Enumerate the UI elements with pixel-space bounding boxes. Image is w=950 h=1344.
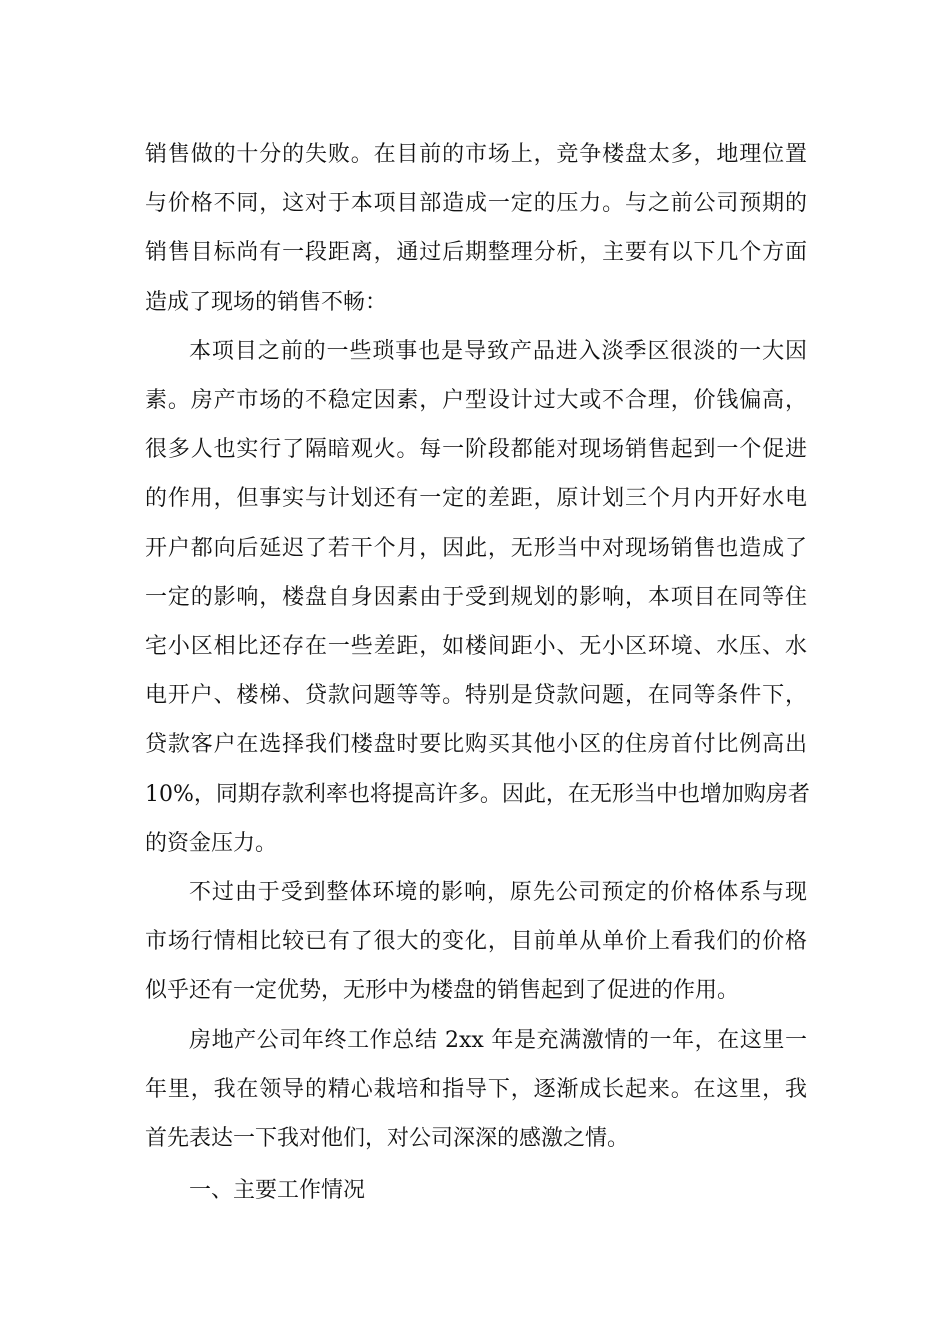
paragraph-line: 似乎还有一定优势，无形中为楼盘的销售起到了促进的作用。: [145, 978, 740, 1004]
paragraph-line: 的作用，但事实与计划还有一定的差距，原计划三个月内开好水电: [145, 486, 807, 512]
paragraph-line: 市场行情相比较已有了很大的变化，目前单从单价上看我们的价格: [145, 929, 807, 955]
paragraph-line: 开户都向后延迟了若干个月，因此，无形当中对现场销售也造成了: [145, 535, 807, 561]
paragraph-line: 年里，我在领导的精心栽培和指导下，逐渐成长起来。在这里，我: [145, 1076, 807, 1102]
paragraph-line: 销售目标尚有一段距离，通过后期整理分析，主要有以下几个方面: [145, 240, 807, 266]
paragraph-line: 贷款客户在选择我们楼盘时要比购买其他小区的住房首付比例高出: [145, 732, 807, 758]
paragraph-1: [145, 130, 807, 327]
paragraph-line: 首先表达一下我对他们，对公司深深的感激之情。: [145, 1126, 630, 1152]
paragraph-line: 10%，同期存款利率也将提高许多。因此，在无形当中也增加购房者: [145, 781, 810, 807]
document-body: [145, 130, 810, 1215]
paragraph-line: 的资金压力。: [145, 830, 278, 856]
paragraph-2: [145, 327, 810, 868]
paragraph-3: [145, 868, 807, 1016]
paragraph-line: 很多人也实行了隔暗观火。每一阶段都能对现场销售起到一个促进: [145, 437, 807, 463]
paragraph-line: 房地产公司年终工作总结 2xx 年是充满激情的一年，在这里一: [189, 1027, 807, 1053]
paragraph-line: 造成了现场的销售不畅：: [145, 289, 388, 315]
paragraph-line: 本项目之前的一些琐事也是导致产品进入淡季区很淡的一大因: [189, 338, 807, 364]
paragraph-line: 销售做的十分的失败。在目前的市场上，竞争楼盘太多，地理位置: [145, 142, 807, 167]
paragraph-line: 素。房产市场的不稳定因素，户型设计过大或不合理，价钱偏高，: [145, 388, 807, 414]
section-heading: 一、主要工作情况: [189, 1178, 366, 1204]
paragraph-line: 电开户、楼梯、贷款问题等等。特别是贷款问题，在同等条件下，: [145, 683, 807, 709]
paragraph-4: [145, 1016, 807, 1164]
paragraph-line: 与价格不同，这对于本项目部造成一定的压力。与之前公司预期的: [145, 191, 807, 217]
paragraph-line: 宅小区相比还存在一些差距，如楼间距小、无小区环境、水压、水: [145, 634, 807, 660]
paragraph-line: 不过由于受到整体环境的影响，原先公司预定的价格体系与现: [189, 880, 807, 906]
paragraph-line: 一定的影响，楼盘自身因素由于受到规划的影响，本项目在同等住: [145, 584, 807, 610]
